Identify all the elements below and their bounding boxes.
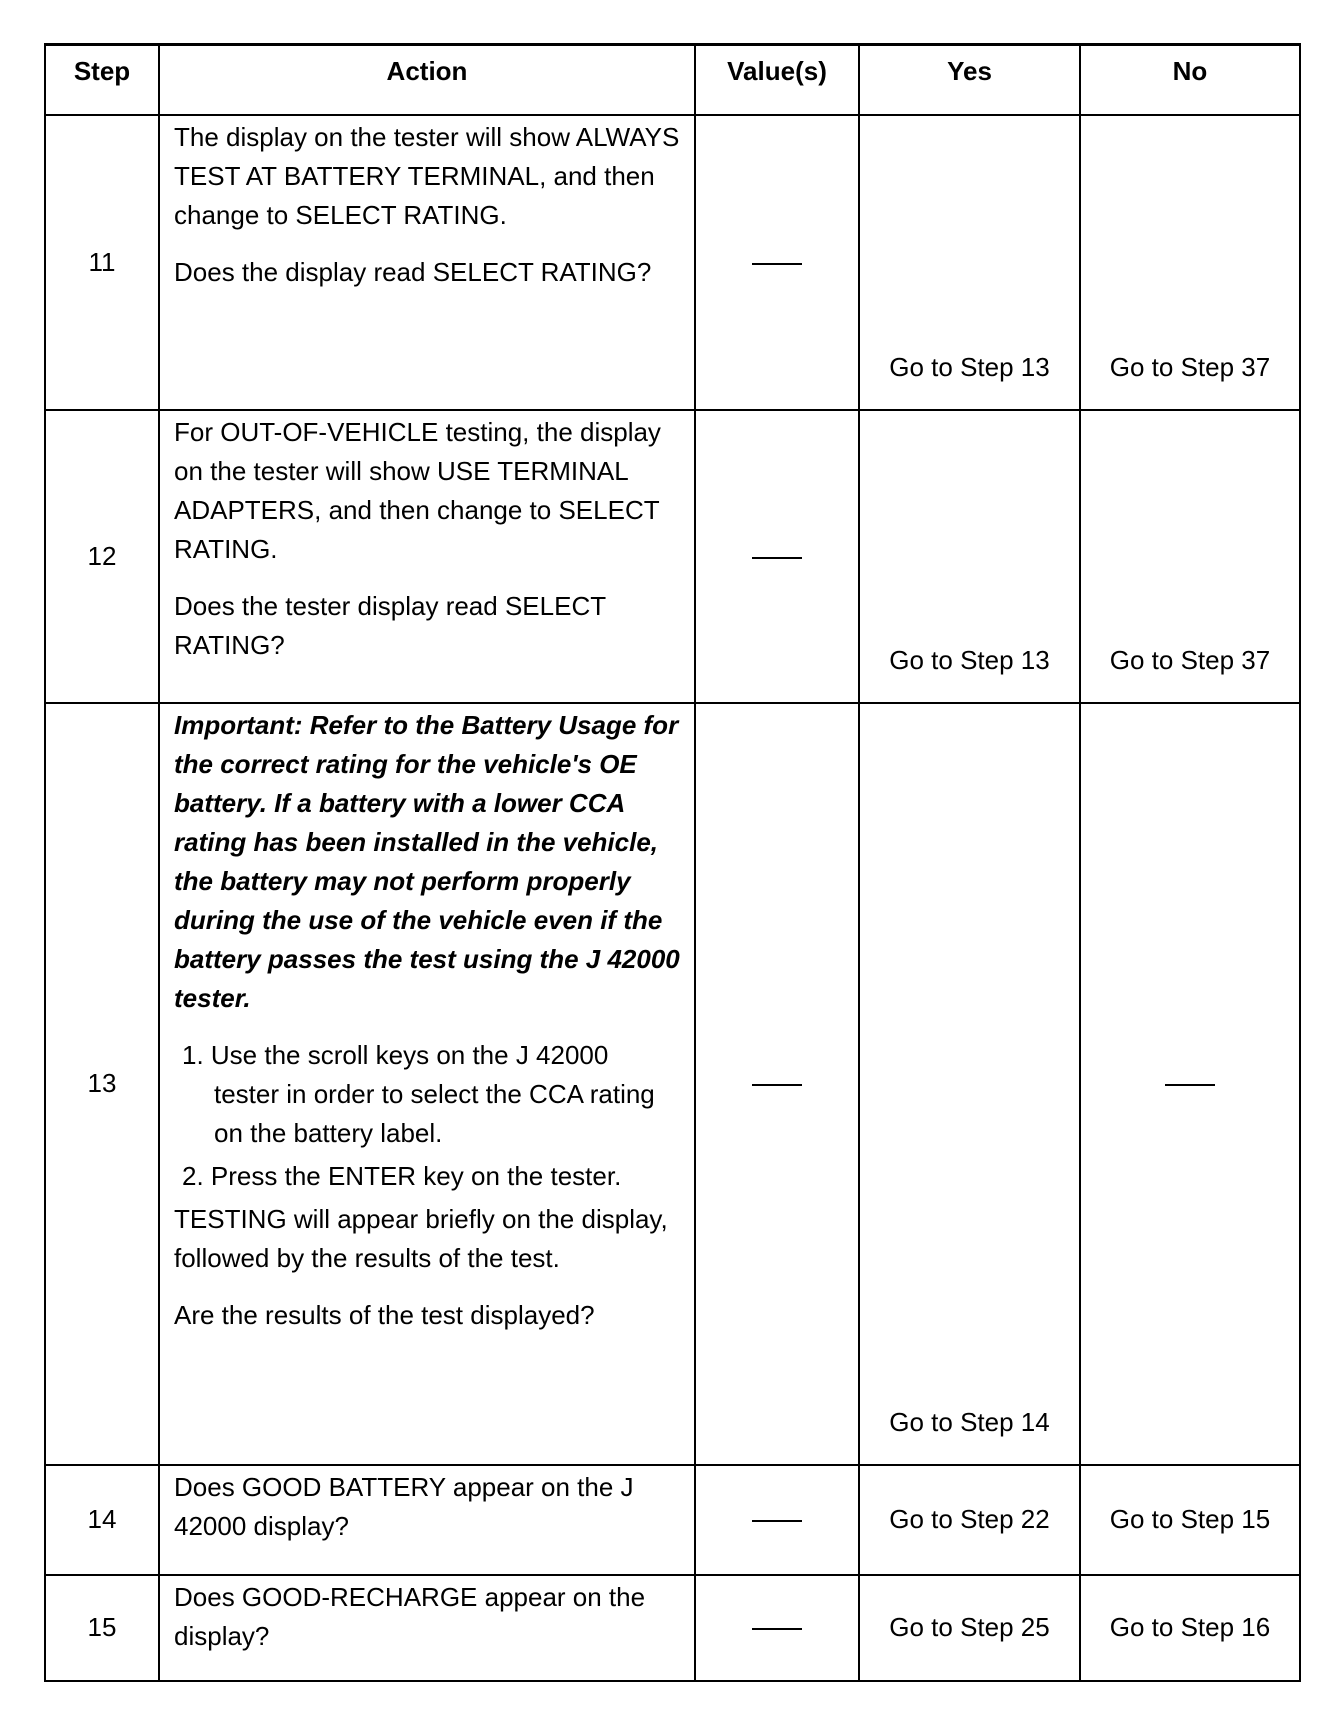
table-row [45, 703, 1300, 1465]
action-cell [159, 410, 695, 703]
value-cell [695, 410, 859, 703]
table-row [45, 115, 1300, 410]
important-note: Important: Refer to the Battery Usage for the correct rating for the vehicle's OE battery. If a battery with a lower CCA rating has been installed in the vehicle, the battery may not perform properly during the use of the vehicle even if the battery passes the test using the J 42000 tester. [174, 709, 680, 1013]
table-row [45, 1465, 1300, 1575]
value-cell [695, 1465, 859, 1575]
step-number: 12 [45, 410, 159, 703]
dash-mark [752, 1520, 802, 1522]
yes-cell: Go to Step 25 [859, 1575, 1080, 1681]
action-question: Does GOOD-RECHARGE appear on the display? [174, 1581, 646, 1651]
header-values: Value(s) [695, 45, 859, 115]
action-question: Does GOOD BATTERY appear on the J 42000 display? [174, 1471, 634, 1541]
step-number: 14 [45, 1465, 159, 1575]
no-cell: Go to Step 37 [1080, 115, 1300, 410]
dash-mark [752, 263, 802, 265]
action-cell [159, 703, 695, 1465]
dash-mark [1165, 1084, 1215, 1086]
value-cell [695, 115, 859, 410]
list-item: 1. Use the scroll keys on the J 42000 tester in order to select the CCA rating on the battery label. [182, 1039, 655, 1148]
action-cell [159, 115, 695, 410]
action-question: Does the tester display read SELECT RATING? [174, 590, 606, 660]
header-yes: Yes [859, 45, 1080, 115]
action-question: Does the display read SELECT RATING? [174, 256, 652, 287]
action-question: Are the results of the test displayed? [174, 1299, 595, 1330]
value-cell [695, 703, 859, 1465]
diagnostic-table [44, 43, 1301, 1682]
header-no: No [1080, 45, 1300, 115]
table-row [45, 410, 1300, 703]
action-cell [159, 1575, 695, 1681]
yes-cell: Go to Step 13 [859, 410, 1080, 703]
header-action: Action [159, 45, 695, 115]
action-text: The display on the tester will show ALWAYS TEST AT BATTERY TERMINAL, and then change to SELECT RATING. [174, 121, 680, 230]
no-cell: Go to Step 37 [1080, 410, 1300, 703]
header-row [45, 45, 1300, 115]
header-step: Step [45, 45, 159, 115]
procedure-list [174, 1036, 680, 1196]
yes-cell: Go to Step 13 [859, 115, 1080, 410]
yes-cell: Go to Step 14 [859, 703, 1080, 1465]
list-item: 2. Press the ENTER key on the tester. [182, 1160, 622, 1191]
step-number: 13 [45, 703, 159, 1465]
no-cell [1080, 703, 1300, 1465]
action-cell [159, 1465, 695, 1575]
no-cell: Go to Step 15 [1080, 1465, 1300, 1575]
table-row [45, 1575, 1300, 1681]
dash-mark [752, 1084, 802, 1086]
step-number: 11 [45, 115, 159, 410]
dash-mark [752, 557, 802, 559]
yes-cell: Go to Step 22 [859, 1465, 1080, 1575]
dash-mark [752, 1628, 802, 1630]
value-cell [695, 1575, 859, 1681]
no-cell: Go to Step 16 [1080, 1575, 1300, 1681]
action-note: TESTING will appear briefly on the display, followed by the results of the test. [174, 1203, 668, 1273]
step-number: 15 [45, 1575, 159, 1681]
action-text: For OUT-OF-VEHICLE testing, the display on the tester will show USE TERMINAL ADAPTERS, and then change to SELECT RATING. [174, 416, 661, 564]
